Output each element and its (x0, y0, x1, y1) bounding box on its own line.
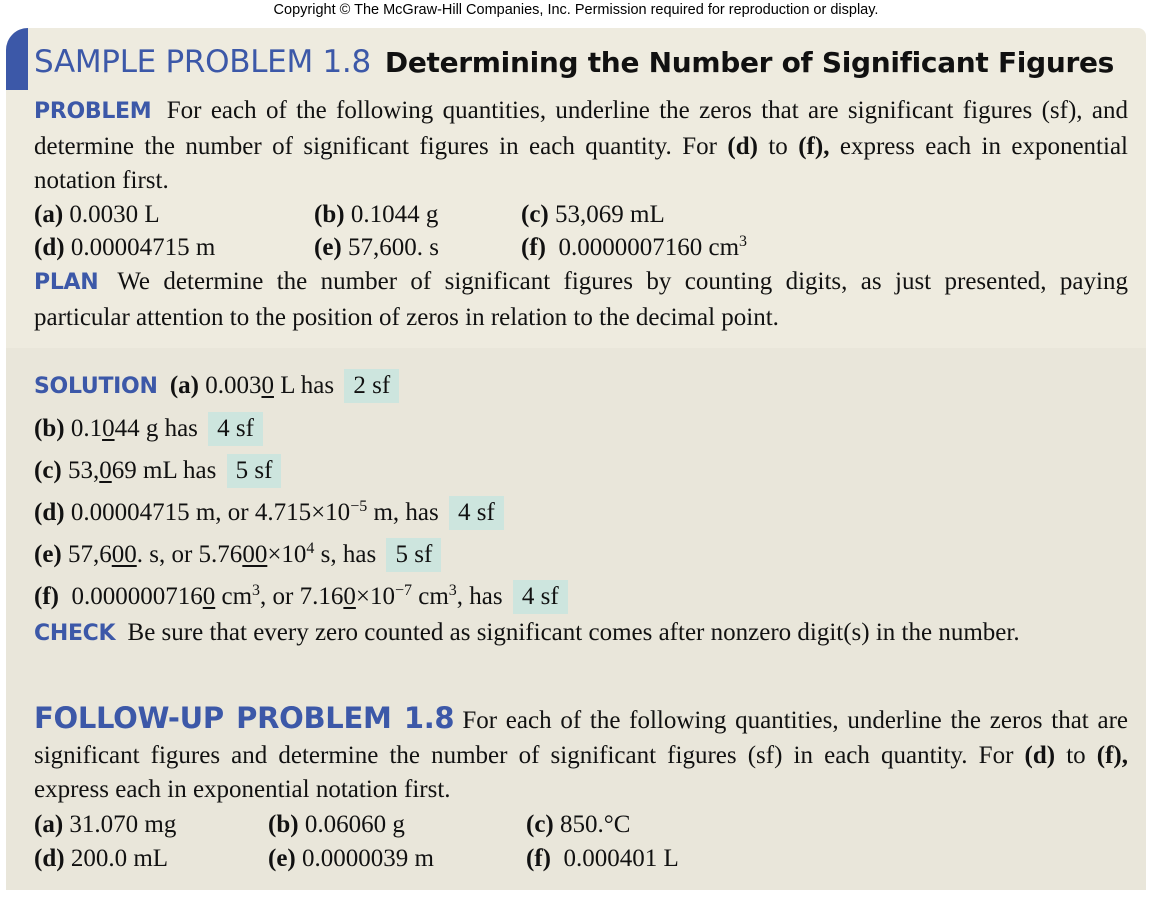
solution-b-answer-badge: 4 sf (208, 412, 263, 446)
solution-d-text-1: 0.00004715 m, or 4.715×10 (70, 499, 351, 526)
solution-c-text-2: 69 mL has (111, 457, 217, 484)
solution-e-answer-badge: 5 sf (386, 538, 441, 572)
solution-a-underlined: 0 (261, 372, 274, 399)
problem-item-f-value: 0.0000007160 cm (558, 234, 740, 261)
problem-item-a (34, 198, 160, 232)
solution-line-a (34, 367, 399, 406)
solution-f-text-1: 0.000000716 (71, 583, 203, 610)
solution-d-text-2: m, has (367, 499, 439, 526)
solution-line-f (34, 578, 568, 616)
problem-item-e-value: 57,600. s (348, 234, 439, 261)
followup-problem (34, 701, 1128, 808)
sample-problem-number: SAMPLE PROBLEM 1.8 (34, 44, 371, 80)
followup-item-f-letter: (f) (526, 845, 551, 872)
solution-d-exponent: −5 (350, 498, 368, 515)
problem-item-d-value: 0.00004715 m (70, 234, 216, 261)
solution-f-text-5: cm (412, 583, 449, 610)
followup-item-b (268, 808, 405, 842)
solution-f-text-3: , or 7.16 (260, 583, 344, 610)
solution-f-underlined-1: 0 (202, 583, 216, 610)
plan-section (34, 265, 1128, 335)
panel-header (34, 44, 1114, 80)
followup-item-f (526, 842, 679, 876)
problem-item-e-letter: (e) (314, 234, 342, 261)
problem-text-d: (d) (727, 132, 758, 160)
followup-item-a (34, 808, 176, 842)
solution-c-text-1: 53, (68, 457, 100, 484)
solution-f-letter: (f) (34, 583, 59, 610)
problem-item-b-value: 0.1044 g (350, 201, 439, 228)
followup-item-b-value: 0.06060 g (304, 811, 405, 838)
followup-text-b: express each in exponential notation first. (34, 776, 451, 803)
problem-item-c (521, 198, 665, 232)
solution-e-text-3: ×10 (267, 541, 307, 568)
followup-text-f: (f), (1096, 741, 1128, 769)
followup-text-a: For each of the following quantities, underline the zeros that are significant figures and determine the number of significant figures (sf) in each quantity. For (34, 707, 1128, 769)
problem-text-f: (f), (798, 132, 830, 160)
solution-line-c (34, 452, 281, 490)
solution-f-text-4: ×10 (355, 583, 395, 610)
solution-e-text-2: . s, or 5.76 (136, 541, 243, 568)
solution-a-answer-badge: 2 sf (344, 369, 399, 403)
solution-line-d (34, 494, 504, 532)
problem-item-d-letter: (d) (34, 234, 65, 261)
solution-a-letter: (a) (169, 372, 199, 399)
solution-f-text-2: cm (215, 583, 253, 610)
solution-b-text-2: 44 g has (114, 415, 198, 442)
solution-b-underlined: 0 (102, 415, 115, 442)
solution-f-exponent: −7 (394, 582, 412, 599)
followup-item-e-letter: (e) (268, 845, 296, 872)
solution-e-exponent: 4 (306, 540, 315, 557)
solution-b-letter: (b) (34, 415, 65, 442)
followup-text-d: (d) (1024, 741, 1056, 769)
followup-item-c-letter: (c) (526, 811, 554, 838)
followup-text-to: to (1055, 741, 1097, 769)
followup-label: FOLLOW-UP PROBLEM 1.8 (34, 701, 455, 735)
problem-item-e (314, 231, 439, 265)
followup-item-d-value: 200.0 mL (70, 845, 169, 872)
solution-a-text-2: L has (273, 372, 335, 399)
check-label: CHECK (34, 621, 116, 646)
solution-e-text-1: 57,6 (68, 541, 112, 568)
problem-item-f-letter: (f) (521, 234, 546, 261)
solution-d-answer-badge: 4 sf (449, 496, 504, 530)
followup-item-d-letter: (d) (34, 845, 65, 872)
problem-item-b-letter: (b) (314, 201, 345, 228)
problem-text-to: to (757, 132, 799, 160)
followup-item-c-value: 850.°C (560, 811, 631, 838)
problem-text-a: For each of the following quantities, underline the zeros that are significant figures (sf), and determine the number of significant figures in each quantity. For (34, 97, 1128, 160)
solution-line-e (34, 536, 441, 574)
followup-item-a-letter: (a) (34, 811, 64, 838)
plan-text: We determine the number of significant figures by counting digits, as just presented, paying particular attention to the position of zeros in relation to the decimal point. (34, 268, 1128, 331)
solution-b-text-1: 0.1 (70, 415, 103, 442)
solution-f-sup-1: 3 (252, 582, 261, 599)
problem-label: PROBLEM (34, 99, 152, 124)
followup-item-d (34, 842, 168, 876)
problem-text-b: express each in exponential notation first. (34, 132, 1128, 194)
solution-c-letter: (c) (34, 457, 62, 484)
followup-item-e (268, 842, 434, 876)
followup-item-b-letter: (b) (268, 811, 299, 838)
followup-item-c (526, 808, 630, 842)
solution-line-b (34, 410, 263, 448)
copyright-notice: Copyright © The McGraw-Hill Companies, Inc. Permission required for reproduction or display. (273, 2, 879, 18)
followup-item-a-value: 31.070 mg (69, 811, 177, 838)
header-accent-bar (6, 28, 28, 90)
solution-e-underlined-2: 00 (242, 541, 268, 568)
problem-item-a-letter: (a) (34, 201, 64, 228)
solution-e-underlined-1: 00 (111, 541, 137, 568)
solution-d-letter: (d) (34, 499, 65, 526)
solution-f-sup-3: 3 (448, 582, 457, 599)
sample-problem-title: Determining the Number of Significant Figures (384, 46, 1115, 79)
solution-c-answer-badge: 5 sf (227, 454, 282, 488)
problem-statement (34, 94, 1128, 199)
solution-c-underlined: 0 (99, 457, 112, 484)
solution-a-text-1: 0.003 (205, 372, 262, 399)
solution-label: SOLUTION (34, 374, 158, 399)
plan-label: PLAN (34, 270, 99, 295)
followup-item-e-value: 0.0000039 m (302, 845, 434, 872)
check-section (34, 616, 1128, 652)
problem-item-b (314, 198, 438, 232)
solution-f-text-6: , has (456, 583, 503, 610)
check-text: Be sure that every zero counted as significant comes after nonzero digit(s) in the number. (127, 619, 1020, 646)
followup-item-f-value: 0.000401 L (563, 845, 679, 872)
problem-item-a-value: 0.0030 L (69, 201, 160, 228)
problem-item-f (521, 231, 747, 265)
problem-item-c-value: 53,069 mL (555, 201, 665, 228)
solution-e-letter: (e) (34, 541, 62, 568)
problem-item-d (34, 231, 215, 265)
solution-e-text-4: s, has (314, 541, 377, 568)
solution-f-underlined-2: 0 (343, 583, 356, 610)
solution-f-answer-badge: 4 sf (513, 580, 568, 614)
problem-item-c-letter: (c) (521, 201, 549, 228)
problem-item-f-sup: 3 (739, 233, 748, 250)
